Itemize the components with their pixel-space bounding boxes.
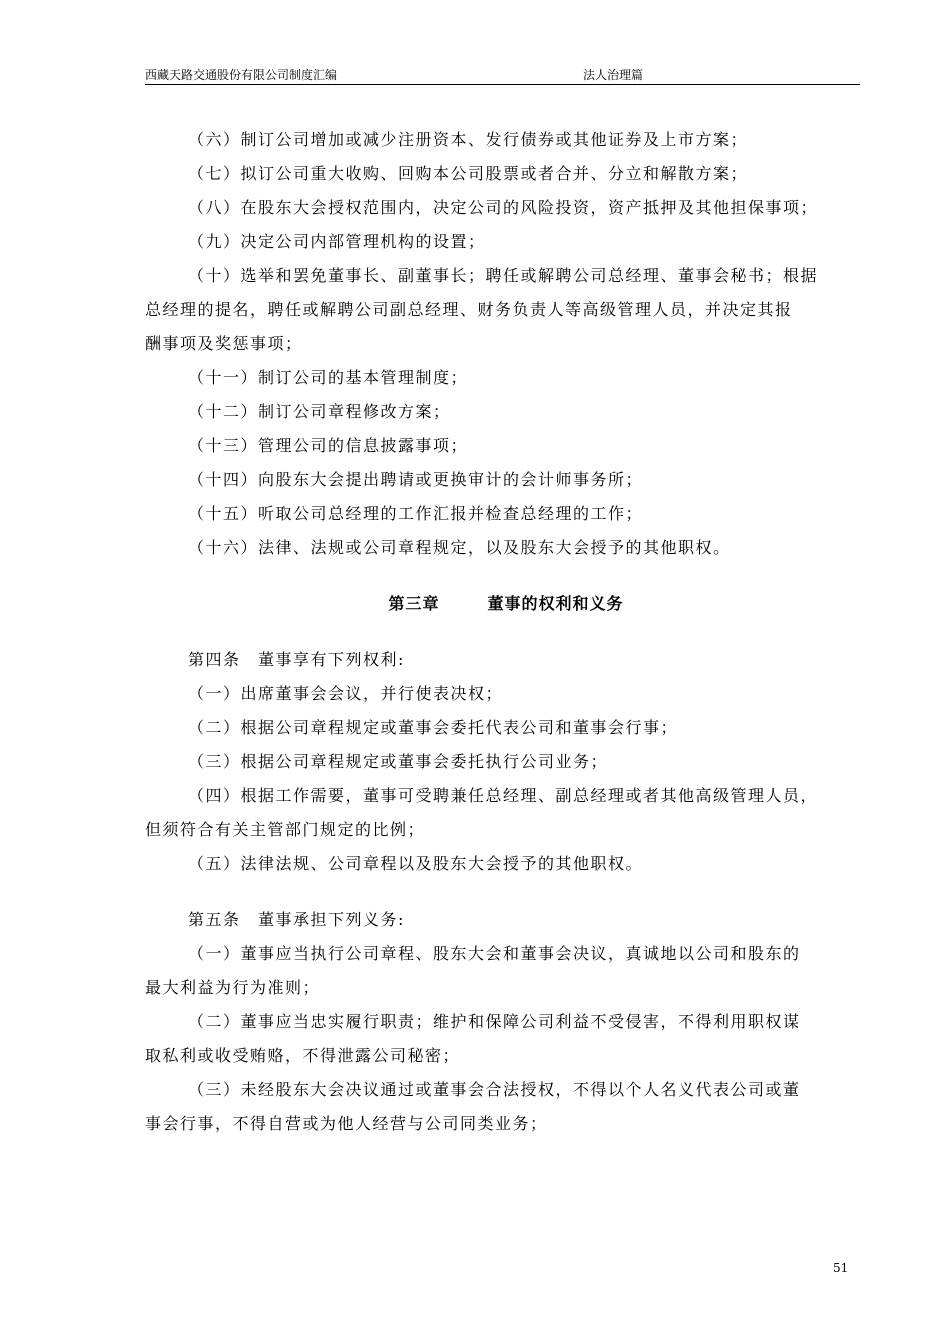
page-header [145,66,860,85]
list-item-continuation: 最大利益为行为准则； [145,978,321,997]
header-company-title: 西藏天路交通股份有限公司制度汇编 [145,68,338,82]
list-item: （二）董事应当忠实履行职责；维护和保障公司利益不受侵害，不得利用职权谋 [188,1012,801,1031]
list-item: （十四）向股东大会提出聘请或更换审计的会计师事务所； [188,470,644,489]
list-item: （三）根据公司章程规定或董事会委托执行公司业务； [188,752,609,771]
list-item: （一）出席董事会会议，并行使表决权； [188,684,504,703]
list-item-continuation: 事会行事，不得自营或为他人经营与公司同类业务； [145,1114,548,1133]
document-body [145,123,867,1141]
list-item-continuation: 但须符合有关主管部门规定的比例； [145,820,426,839]
article-heading: 第五条 董事承担下列义务: [188,910,405,929]
list-item: （一）董事应当执行公司章程、股东大会和董事会决议，真诚地以公司和股东的 [188,944,801,963]
header-section-title: 法人治理篇 [583,68,644,82]
chapter-title: 董事的权利和义务 [487,594,624,613]
list-item: （十一）制订公司的基本管理制度； [188,368,469,387]
list-item: （五）法律法规、公司章程以及股东大会授予的其他职权。 [188,854,644,873]
list-item-continuation: 取私利或收受贿赂，不得泄露公司秘密； [145,1046,461,1065]
list-item-continuation: 酬事项及奖惩事项； [145,334,303,353]
article-heading: 第四条 董事享有下列权利: [188,650,405,669]
list-item: （九）决定公司内部管理机构的设置； [188,232,486,251]
page-number: 51 [833,1261,849,1275]
chapter-heading [145,587,867,621]
list-item-continuation: 总经理的提名，聘任或解聘公司副总经理、财务负责人等高级管理人员，并决定其报 [145,300,793,319]
chapter-number: 第三章 [388,594,440,613]
list-item: （八）在股东大会授权范围内，决定公司的风险投资，资产抵押及其他担保事项； [188,198,819,217]
list-item: （十二）制订公司章程修改方案； [188,402,451,421]
list-item: （六）制订公司增加或减少注册资本、发行债券或其他证券及上市方案； [188,130,749,149]
list-item: （四）根据工作需要，董事可受聘兼任总经理、副总经理或者其他高级管理人员， [188,786,819,805]
list-item: （二）根据公司章程规定或董事会委托代表公司和董事会行事； [188,718,679,737]
list-item: （十三）管理公司的信息披露事项； [188,436,469,455]
list-item: （七）拟订公司重大收购、回购本公司股票或者合并、分立和解散方案； [188,164,749,183]
list-item: （十）选举和罢免董事长、副董事长；聘任或解聘公司总经理、董事会秘书；根据 [188,266,819,285]
list-item: （十五）听取公司总经理的工作汇报并检查总经理的工作； [188,504,644,523]
list-item: （三）未经股东大会决议通过或董事会合法授权，不得以个人名义代表公司或董 [188,1080,801,1099]
list-item: （十六）法律、法规或公司章程规定，以及股东大会授予的其他职权。 [188,538,731,557]
